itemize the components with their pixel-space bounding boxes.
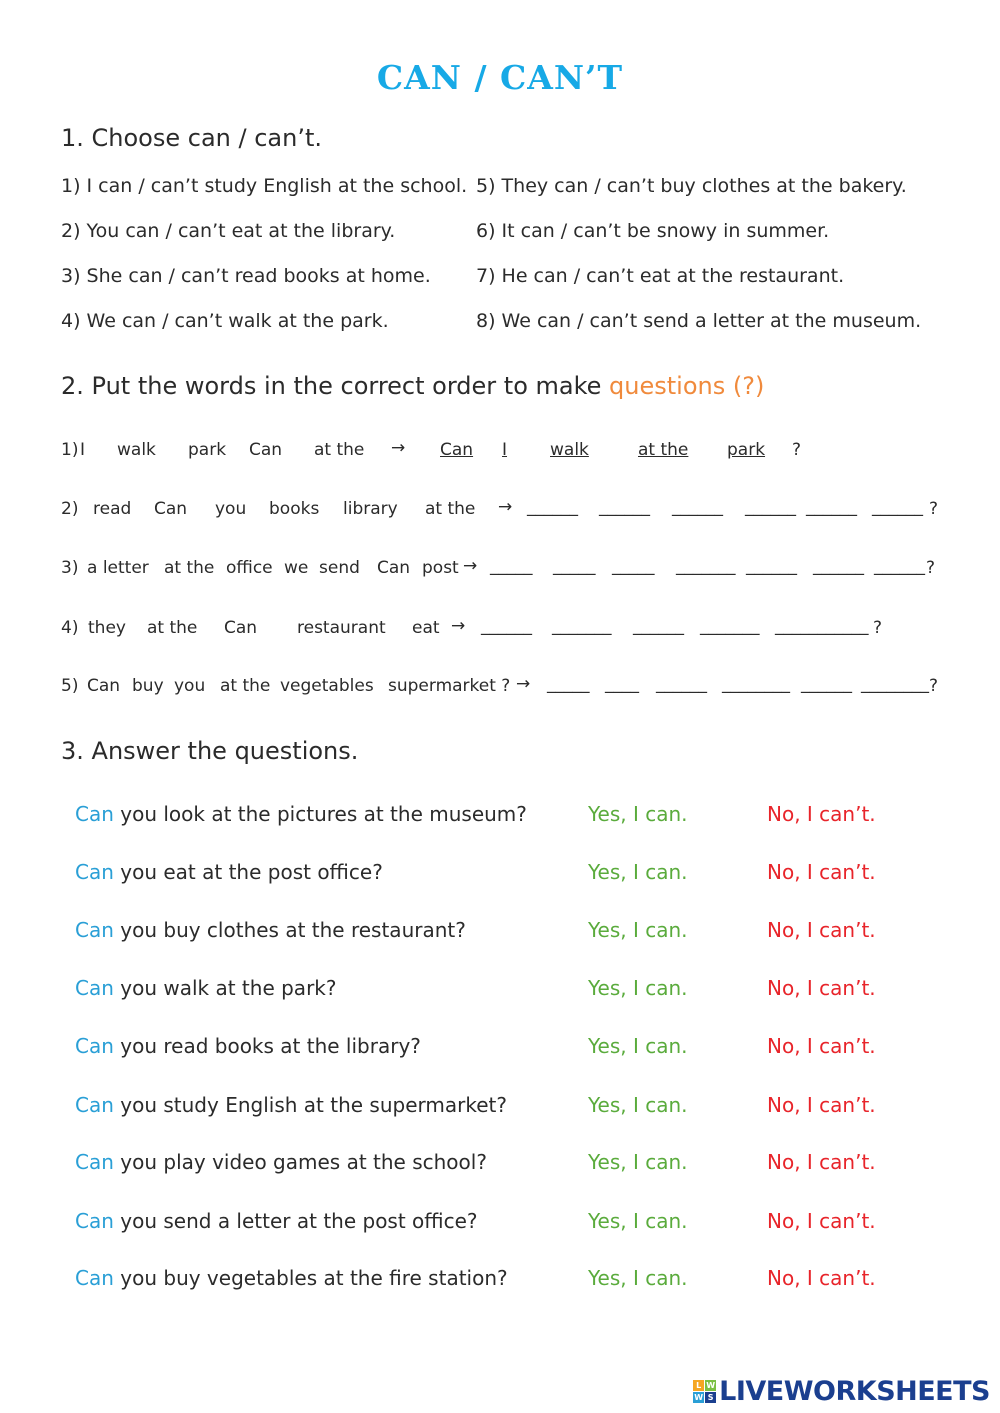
question-mark: ? — [929, 499, 939, 519]
can-word: Can — [75, 1209, 114, 1233]
yes-option[interactable]: Yes, I can. — [588, 918, 688, 942]
can-word: Can — [75, 802, 114, 826]
order-word: you — [174, 676, 206, 696]
answer-blank[interactable]: ______ — [872, 497, 923, 517]
question-text: you buy clothes at the restaurant? — [113, 918, 466, 942]
order-word: restaurant — [297, 618, 386, 638]
order-word: Can — [87, 676, 121, 696]
order-word: Can — [154, 499, 188, 519]
answer-blank[interactable]: ________ — [861, 674, 929, 694]
yes-option[interactable]: Yes, I can. — [588, 802, 688, 826]
answer-blank[interactable]: ______ — [656, 674, 707, 694]
choose-item-5[interactable]: 5) They can / can’t buy clothes at the bakery. — [476, 175, 907, 197]
no-option[interactable]: No, I can’t. — [767, 1034, 876, 1058]
answer-blank[interactable]: ________ — [722, 674, 790, 694]
order-word: at the — [314, 440, 365, 460]
order-row-5-number: 5) — [61, 676, 79, 696]
choose-item-4[interactable]: 4) We can / can’t walk at the park. — [61, 310, 389, 332]
order-answer-word: park — [727, 440, 766, 460]
can-word: Can — [75, 1093, 114, 1117]
answer-blank[interactable]: ____ — [605, 674, 639, 694]
order-word: at the — [220, 676, 271, 696]
order-word: supermarket ? — [388, 676, 511, 696]
order-word: at the — [147, 618, 198, 638]
order-word: walk — [117, 440, 156, 460]
order-answer-word: walk — [550, 440, 589, 460]
order-word: park — [188, 440, 227, 460]
question-text: you read books at the library? — [113, 1034, 421, 1058]
order-word: a letter — [87, 558, 149, 578]
question-text: you study English at the supermarket? — [113, 1093, 507, 1117]
yes-option[interactable]: Yes, I can. — [588, 1093, 688, 1117]
order-answer-word: Can — [440, 440, 474, 460]
answer-blank[interactable]: _____ — [553, 556, 596, 576]
yes-option[interactable]: Yes, I can. — [588, 860, 688, 884]
order-word: office — [226, 558, 273, 578]
question-6 — [75, 1093, 507, 1117]
order-word: I — [80, 440, 86, 460]
question-text: you eat at the post office? — [113, 860, 383, 884]
no-option[interactable]: No, I can’t. — [767, 1209, 876, 1233]
answer-blank[interactable]: ______ — [813, 556, 864, 576]
section3-heading: 3. Answer the questions. — [61, 737, 359, 765]
choose-item-6[interactable]: 6) It can / can’t be snowy in summer. — [476, 220, 830, 242]
answer-blank[interactable]: ______ — [527, 497, 578, 517]
logo-tile: W — [694, 1392, 704, 1402]
question-text: you send a letter at the post office? — [113, 1209, 478, 1233]
order-answer-word: at the — [638, 440, 689, 460]
no-option[interactable]: No, I can’t. — [767, 976, 876, 1000]
question-text: you look at the pictures at the museum? — [113, 802, 527, 826]
question-mark: ? — [792, 440, 802, 460]
answer-blank[interactable]: _______ — [700, 616, 760, 636]
no-option[interactable]: No, I can’t. — [767, 1093, 876, 1117]
yes-option[interactable]: Yes, I can. — [588, 976, 688, 1000]
arrow-icon: → — [451, 616, 466, 636]
order-word: at the — [425, 499, 476, 519]
order-row-4-number: 4) — [61, 618, 79, 638]
order-word: post — [422, 558, 459, 578]
arrow-icon: → — [463, 556, 478, 576]
question-text: you play video games at the school? — [113, 1150, 487, 1174]
answer-blank[interactable]: _______ — [676, 556, 736, 576]
answer-blank[interactable]: ______ — [672, 497, 723, 517]
answer-blank[interactable]: ______ — [874, 556, 925, 576]
choose-item-8[interactable]: 8) We can / can’t send a letter at the museum. — [476, 310, 922, 332]
answer-blank[interactable]: ______ — [806, 497, 857, 517]
question-text: you walk at the park? — [113, 976, 337, 1000]
can-word: Can — [75, 1034, 114, 1058]
answer-blank[interactable]: ______ — [481, 616, 532, 636]
yes-option[interactable]: Yes, I can. — [588, 1209, 688, 1233]
logo-tile: L — [693, 1380, 704, 1391]
no-option[interactable]: No, I can’t. — [767, 1150, 876, 1174]
question-text: you buy vegetables at the fire station? — [113, 1266, 508, 1290]
order-word: send — [319, 558, 360, 578]
order-word: Can — [377, 558, 411, 578]
order-answer-word: I — [502, 440, 508, 460]
no-option[interactable]: No, I can’t. — [767, 802, 876, 826]
arrow-icon: → — [391, 438, 406, 458]
section1-heading: 1. Choose can / can’t. — [61, 124, 322, 152]
question-mark: ? — [926, 558, 936, 578]
section2-heading-accent: questions (?) — [609, 372, 765, 400]
question-mark: ? — [929, 676, 939, 696]
answer-blank[interactable]: ___________ — [775, 616, 869, 636]
logo-tile: S — [705, 1392, 716, 1403]
can-word: Can — [75, 976, 114, 1000]
yes-option[interactable]: Yes, I can. — [588, 1266, 688, 1290]
order-word: Can — [224, 618, 258, 638]
question-8 — [75, 1209, 478, 1233]
question-7 — [75, 1150, 487, 1174]
order-row-2-number: 2) — [61, 499, 79, 519]
order-row-1-number: 1) — [61, 440, 79, 460]
choose-item-7[interactable]: 7) He can / can’t eat at the restaurant. — [476, 265, 845, 287]
page-title: CAN / CAN’T — [376, 58, 624, 97]
can-word: Can — [75, 860, 114, 884]
order-word: books — [269, 499, 320, 519]
question-3 — [75, 918, 466, 942]
question-1 — [75, 802, 527, 826]
can-word: Can — [75, 1266, 114, 1290]
answer-blank[interactable]: _____ — [490, 556, 533, 576]
order-word: we — [284, 558, 309, 578]
order-word: read — [93, 499, 132, 519]
choose-item-1[interactable]: 1) I can / can’t study English at the school. — [61, 175, 468, 197]
section2-heading-text: 2. Put the words in the correct order to make — [61, 372, 610, 400]
question-2 — [75, 860, 383, 884]
answer-blank[interactable]: ______ — [633, 616, 684, 636]
order-word: eat — [412, 618, 440, 638]
answer-blank[interactable]: ______ — [599, 497, 650, 517]
order-word: buy — [132, 676, 164, 696]
order-word: at the — [164, 558, 215, 578]
no-option[interactable]: No, I can’t. — [767, 918, 876, 942]
choose-item-3[interactable]: 3) She can / can’t read books at home. — [61, 265, 431, 287]
answer-blank[interactable]: ______ — [746, 556, 797, 576]
arrow-icon: → — [516, 674, 531, 694]
answer-blank[interactable]: _____ — [612, 556, 655, 576]
no-option[interactable]: No, I can’t. — [767, 860, 876, 884]
liveworksheets-logo[interactable] — [693, 1375, 990, 1407]
answer-blank[interactable]: _______ — [552, 616, 612, 636]
question-4 — [75, 976, 336, 1000]
order-word: you — [215, 499, 247, 519]
yes-option[interactable]: Yes, I can. — [588, 1150, 688, 1174]
answer-blank[interactable]: ______ — [745, 497, 796, 517]
order-word: vegetables — [280, 676, 374, 696]
order-row-3-number: 3) — [61, 558, 79, 578]
question-9 — [75, 1266, 508, 1290]
order-word: library — [343, 499, 398, 519]
yes-option[interactable]: Yes, I can. — [588, 1034, 688, 1058]
can-word: Can — [75, 1150, 114, 1174]
question-5 — [75, 1034, 421, 1058]
answer-blank[interactable]: _____ — [547, 674, 590, 694]
can-word: Can — [75, 918, 114, 942]
no-option[interactable]: No, I can’t. — [767, 1266, 876, 1290]
logo-text: LIVEWORKSHEETS — [719, 1375, 990, 1407]
logo-tile: W — [706, 1380, 716, 1390]
answer-blank[interactable]: ______ — [801, 674, 852, 694]
section2-heading — [61, 372, 764, 400]
choose-item-2[interactable]: 2) You can / can’t eat at the library. — [61, 220, 396, 242]
arrow-icon: → — [498, 497, 513, 517]
question-mark: ? — [873, 618, 883, 638]
logo-icon — [693, 1380, 716, 1403]
order-word: they — [88, 618, 126, 638]
order-word: Can — [249, 440, 283, 460]
